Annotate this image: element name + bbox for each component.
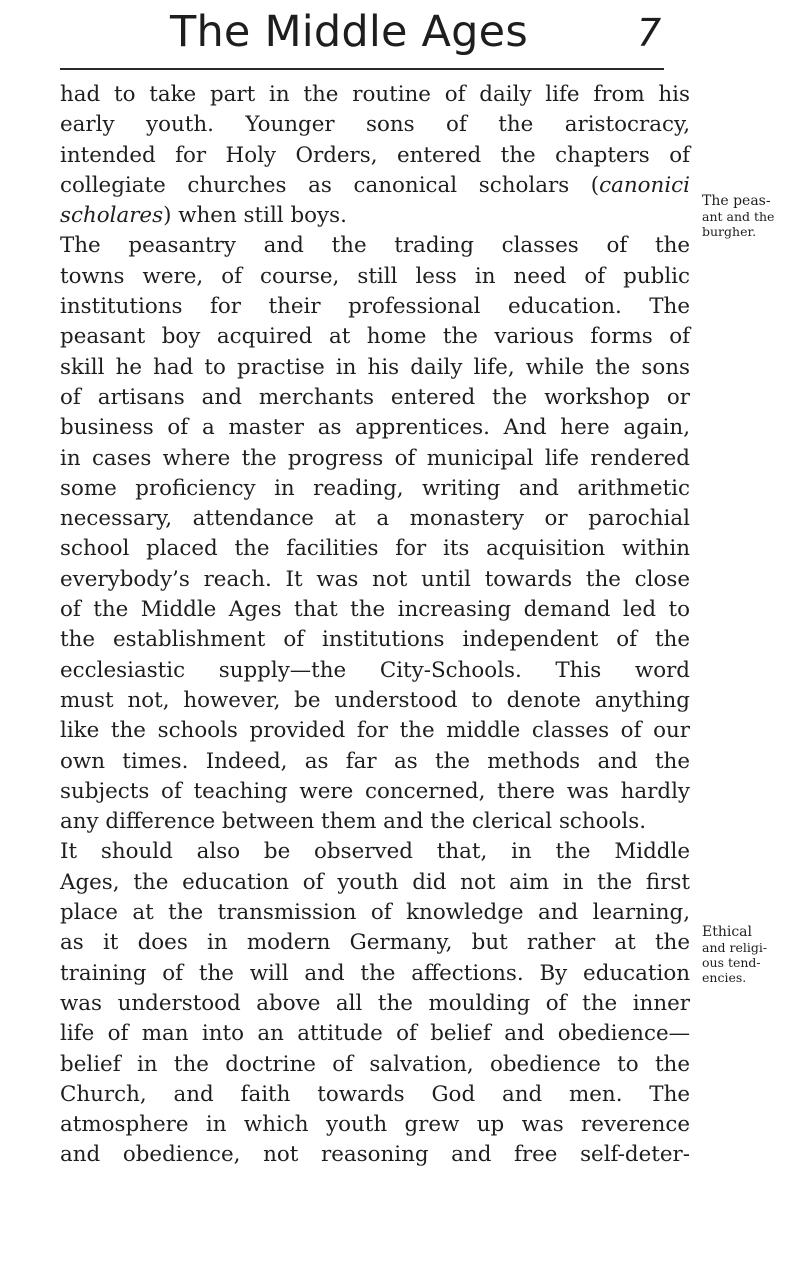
text-line: scholares) when still boys. [60, 203, 347, 229]
text-line: peasant boy acquired at home the various forms of [60, 324, 690, 350]
text-line: school placed the facilities for its acquisition within [60, 536, 690, 562]
margin-note-line: The peas- [702, 193, 771, 209]
margin-note-peasant-burgher [702, 194, 798, 239]
text-line: as it does in modern Germany, but rather at the [60, 930, 690, 956]
text-line: collegiate churches as canonical scholars (canonici [60, 172, 690, 198]
text-line: towns were, of course, still less in need of public [60, 263, 690, 289]
margin-note-line: burgher. [702, 224, 757, 239]
margin-note-ethical-religious [702, 925, 798, 985]
margin-note-line: Ethical [702, 924, 753, 940]
margin-note-line: and religi- [702, 940, 768, 955]
text-line: business of a master as apprentices. And here again, [60, 415, 690, 441]
text-line: was understood above all the moulding of the inner [60, 990, 690, 1016]
text-line: The peasantry and the trading classes of the [60, 233, 690, 259]
text-line: skill he had to practise in his daily life, while the sons [60, 354, 690, 380]
text-line: atmosphere in which youth grew up was reverence [60, 1112, 690, 1138]
text-line: early youth. Younger sons of the aristocracy, [60, 112, 690, 138]
latin-term: canonici [599, 172, 690, 198]
text-line: of artisans and merchants entered the workshop or [60, 384, 690, 410]
latin-term: scholares [60, 203, 164, 229]
body-text [60, 80, 690, 1171]
text-line: own times. Indeed, as far as the methods and the [60, 748, 690, 774]
margin-note-line: encies. [702, 970, 747, 985]
text-line: everybody’s reach. It was not until towards the close [60, 566, 690, 592]
text-line: in cases where the progress of municipal life rendered [60, 445, 690, 471]
text-line: life of man into an attitude of belief and obedience— [60, 1021, 690, 1047]
text-line: Church, and faith towards God and men. The [60, 1081, 690, 1107]
text-line: some proficiency in reading, writing and arithmetic [60, 475, 690, 501]
text-line: had to take part in the routine of daily life from his [60, 82, 690, 107]
text-line: the establishment of institutions independent of the [60, 627, 690, 653]
text-line: training of the will and the affections. By education [60, 960, 690, 986]
text-line: institutions for their professional education. The [60, 294, 690, 320]
text-line: intended for Holy Orders, entered the chapters of [60, 142, 690, 168]
page-number: 7 [637, 11, 662, 55]
text-line: ecclesiastic supply—the City-Schools. This word [60, 657, 690, 683]
text-line: of the Middle Ages that the increasing demand led to [60, 597, 690, 623]
header-rule [60, 68, 664, 70]
text-line: and obedience, not reasoning and free self-deter- [60, 1142, 690, 1168]
text-line: place at the transmission of knowledge and learning, [60, 900, 690, 926]
text-line: necessary, attendance at a monastery or parochial [60, 506, 690, 532]
margin-note-line: ant and the [702, 209, 775, 224]
page-header-title: The Middle Ages [170, 7, 528, 57]
text-line: It should also be observed that, in the Middle [60, 839, 690, 865]
text-line: Ages, the education of youth did not aim in the first [60, 869, 690, 895]
text-line: like the schools provided for the middle classes of our [60, 718, 690, 744]
text-line: belief in the doctrine of salvation, obedience to the [60, 1051, 690, 1077]
text-line: must not, however, be understood to denote anything [60, 687, 690, 713]
margin-note-line: ous tend- [702, 955, 761, 970]
text-line: any difference between them and the clerical schools. [60, 809, 647, 835]
text-line: subjects of teaching were concerned, there was hardly [60, 778, 690, 804]
